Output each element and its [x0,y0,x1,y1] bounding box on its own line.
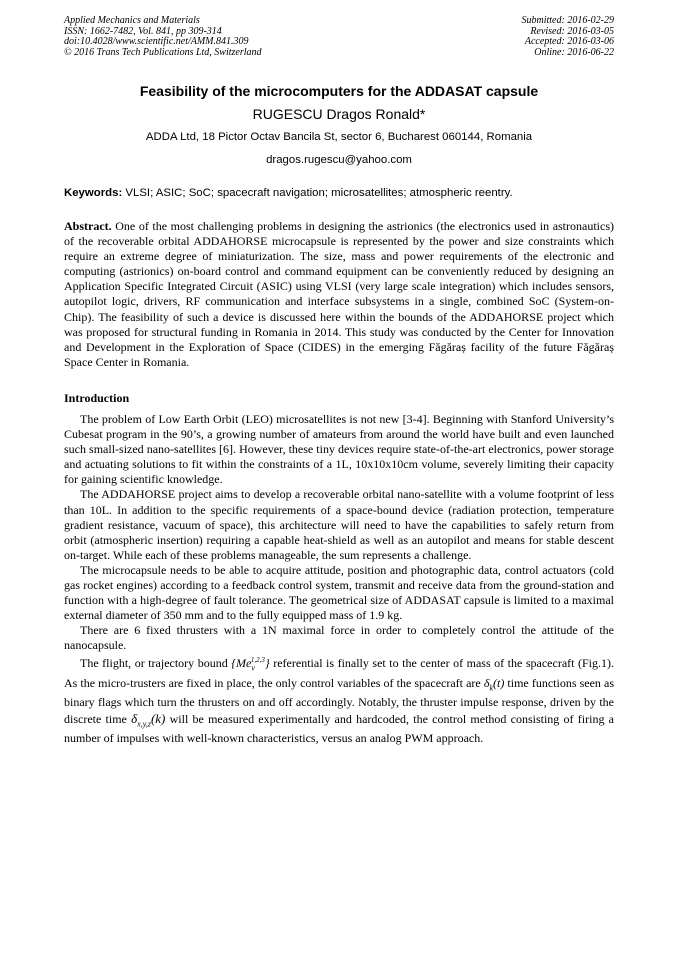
accepted-date: Accepted: 2016-03-06 [524,36,614,47]
math-3-sub: x,y,z [137,719,151,729]
author-name: RUGESCU Dragos Ronald* [252,106,426,122]
journal-name: Applied Mechanics and Materials [64,15,200,26]
math-1-sup: 1,2,3 [250,656,265,665]
p5-text-a: The flight, or trajectory bound [80,656,232,671]
intro-paragraph-3: The microcapsule needs to be able to acquire attitude, position and photographic data, control actuators (cold gas rocket engines) according to a feedback control system, transmit and receive data from the ground-station and function with a high-degree of fault tolerance. The geometrical size of ADDASAT capsule is limited to a maximal external diameter of 350 mm and to the fully equipped mass of 1.9 kg. [64,562,614,623]
math-2-sub: k [489,683,493,693]
intro-paragraph-5 [64,653,614,746]
math-2-base: δ [483,675,490,690]
intro-paragraph-4: There are 6 fixed thrusters with a 1N maximal force in order to completely control the attitude of the nanocapsule. [64,623,614,653]
math-2-end: (t) [493,675,505,690]
intro-paragraph-1: The problem of Low Earth Orbit (LEO) microsatellites is not new [3-4]. Beginning with Stanford University’s Cubesat program in the 90’s, a growing number of amateurs from around the world have built and even launched such small-sized nano-satellites [6]. However, these tiny devices require state-of-the-art electronics, power storage and actuating solutions to fit within the constraints of a 1L, 10x10x10cm volume, severely limiting their capacity for gaining scientific knowledge. [64,411,614,487]
math-1-end: } [264,656,270,671]
abstract [64,219,614,370]
revised-date: Revised: 2016-03-05 [530,25,614,37]
math-1-base: {Me [231,656,252,671]
math-3-base: δ [131,710,138,726]
doi-line: doi:10.4028/www.scientific.net/AMM.841.309 [64,36,249,47]
delta-xyz-math [131,710,166,729]
delta-k-math [483,675,505,693]
header-right [522,16,615,58]
journal-header [64,16,614,58]
paper-title: Feasibility of the microcomputers for the ADDASAT capsule [139,83,539,99]
header-left [64,16,262,58]
p5-text-b: referential is finally set to the center of mass of the spacecraft (Fig.1). As the micro-trusters are fixed in place, the only control variables of the spacecraft are [64,656,614,690]
abstract-text: One of the most challenging problems in designing the astrionics (the electronics used in astronautics) of the recoverable orbital ADDAHORSE microcapsule is represented by the power and size constraints which require an extreme degree of miniaturization. The size, mass and power requirements of the electronic and computing (astrionics) on-board control and command equipment can be conveniently reduced by designing an Application Specific Integrated Circuit (ASIC) using VLSI (very large scale integration) which includes sensors, autopilot logic, drivers, RF communication and interface subsystems in a single, combined SoC (System-on-Chip). The feasibility of such a device is discussed here within the bounds of the ADDAHORSE project which was proposed for structural funding in Romania in 2014. This study was conducted by the Center for Innovation and Development in the Exploration of Space (CIDES) in the emerging Făgăraș facility of the future Făgăraș Space Center in Romania. [64,219,614,369]
math-3-end: (k) [150,710,166,726]
p5-text-d: will be measured experimentally and hardcoded, the control method consisting of firing a number of impulses with well-known characteristics, versus an analog PWM approach. [64,711,615,746]
author-affiliation: ADDA Ltd, 18 Pictor Octav Bancila St, sector 6, Bucharest 060144, Romania [145,131,533,143]
paper-page [64,16,614,746]
issn-line: ISSN: 1662-7482, Vol. 841, pp 309-314 [64,25,222,37]
online-date: Online: 2016-06-22 [534,46,614,58]
author-email: dragos.rugescu@yahoo.com [266,154,412,166]
submitted-date: Submitted: 2016-02-29 [521,15,614,26]
abstract-label: Abstract. [64,219,112,233]
section-heading-introduction: Introduction [64,390,130,405]
keywords-text: VLSI; ASIC; SoC; spacecraft navigation; microsatellites; atmospheric reentry. [122,187,513,199]
math-1-sub: v [251,663,255,673]
intro-paragraph-2: The ADDAHORSE project aims to develop a recoverable orbital nano-satellite with a volume footprint of less than 10L. In addition to the specific requirements of a space-bound device (radiation protection, temperature gradient resistance, vacuum of space), this architecture will need to have the capabilities to safely return from orbit (atmospheric insertion) requiring a capable heat-shield as well as an autopilot and means for stable descent on-target. While each of these problems manageable, the sum represents a challenge. [64,487,614,562]
keywords [64,186,614,200]
referential-math [231,656,270,673]
copyright-line: © 2016 Trans Tech Publications Ltd, Switzerland [64,46,262,58]
keywords-label: Keywords: [64,187,123,199]
p5-text-c: time functions seen as binary flags which turn the thrusters on and off accordingly. Notably, the thruster impulse response, driven by the discrete time [64,675,614,726]
